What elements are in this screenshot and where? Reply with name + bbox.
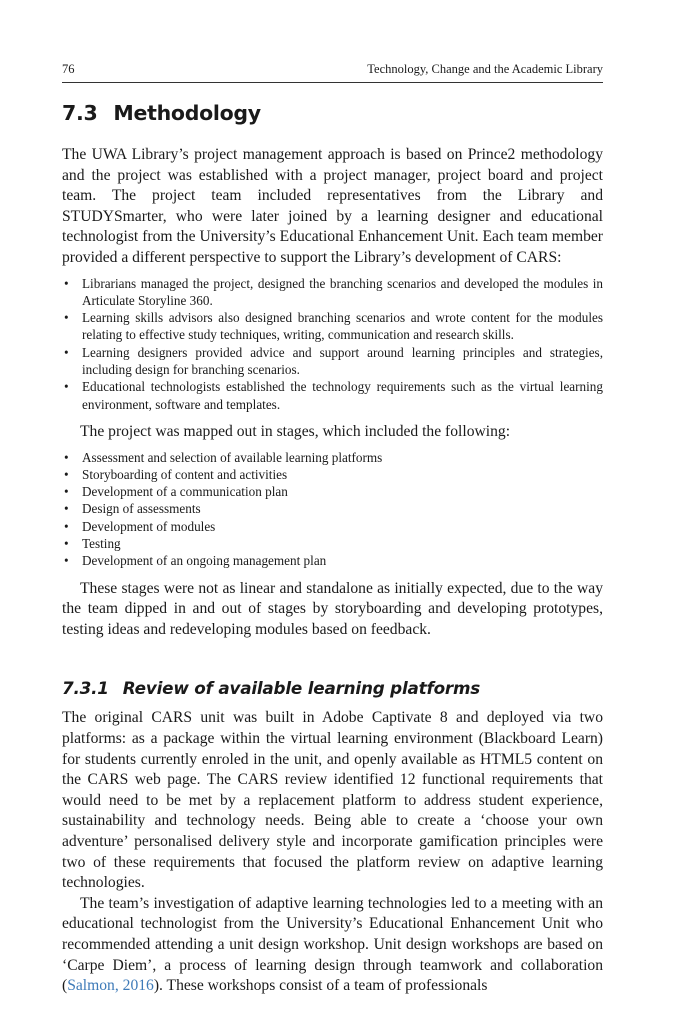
list-item: • Development of an ongoing management plan: [62, 552, 603, 569]
list-item: • Storyboarding of content and activities: [62, 466, 603, 483]
subsection-number: 7.3.1: [62, 678, 109, 699]
running-title: Technology, Change and the Academic Library: [367, 62, 603, 76]
list-item: • Assessment and selection of available learning platforms: [62, 449, 603, 466]
list-item: • Design of assessments: [62, 500, 603, 517]
stages-note-paragraph: These stages were not as linear and standalone as initially expected, due to the way the team dipped in and out of stages by storyboarding and developing prototypes, testing ideas and redeveloping modules based on feedback.: [62, 579, 603, 638]
list-item: • Testing: [62, 535, 603, 552]
platform-review-paragraph: The original CARS unit was built in Adobe Captivate 8 and deployed via two platforms: as a package within the virtual learning environment (Blackboard Learn) for students currently enroled in the unit, and openly available as HTML5 content on the CARS web page. The CARS review identified 12 functional requirements that would need to be met by a replacement platform to address student experience, sustainability and technology needs. Being able to create a ‘choose your own adventure’ personalised delivery style and incorporate gamification principles were two of these requirements that focused the platform review on adaptive learning technologies.: [62, 709, 603, 892]
section-intro-paragraph: The UWA Library’s project management approach is based on Prince2 methodology and the project was established with a project manager, project board and project team. The project team included representatives from the Library and STUDYSmarter, who were later joined by a learning designer and educational technologist from the University’s Educational Enhancement Unit. Each team member provided a different perspective to support the Library’s development of CARS:: [62, 146, 603, 266]
running-header: [62, 62, 603, 83]
document-page: [62, 62, 603, 997]
workshop-text-end: ). These workshops consist of a team of professionals: [153, 977, 488, 995]
page-number: 76: [62, 62, 75, 76]
subsection-title: Review of available learning platforms: [122, 678, 481, 699]
section-heading: [62, 101, 603, 125]
roles-list: [62, 275, 603, 413]
workshop-text-start: The team’s investigation of adaptive learning technologies led to a meeting with an educational technologist from the University’s Educational Enhancement Unit who recommended attending a unit design workshop. Unit design workshops are based on ‘Carpe Diem’, a process of learning design through teamwork and collaboration (: [62, 894, 603, 995]
citation-link[interactable]: Salmon, 2016: [67, 977, 154, 995]
list-item: • Librarians managed the project, designed the branching scenarios and developed the modules in Articulate Storyline 360.: [62, 275, 603, 310]
list-item: • Development of a communication plan: [62, 483, 603, 500]
stages-intro-paragraph: The project was mapped out in stages, which included the following:: [80, 422, 511, 440]
list-item: • Learning designers provided advice and support around learning principles and strategies, including design for branching scenarios.: [62, 344, 603, 379]
list-item: • Development of modules: [62, 518, 603, 535]
section-number: 7.3: [62, 101, 98, 125]
subsection-heading: [62, 678, 603, 698]
list-item: • Educational technologists established the technology requirements such as the virtual learning environment, software and templates.: [62, 378, 603, 413]
list-item: • Learning skills advisors also designed branching scenarios and wrote content for the modules relating to effective study techniques, writing, communication and research skills.: [62, 309, 603, 344]
stages-list: [62, 449, 603, 570]
workshop-paragraph: [62, 894, 603, 997]
section-title: Methodology: [113, 101, 261, 125]
